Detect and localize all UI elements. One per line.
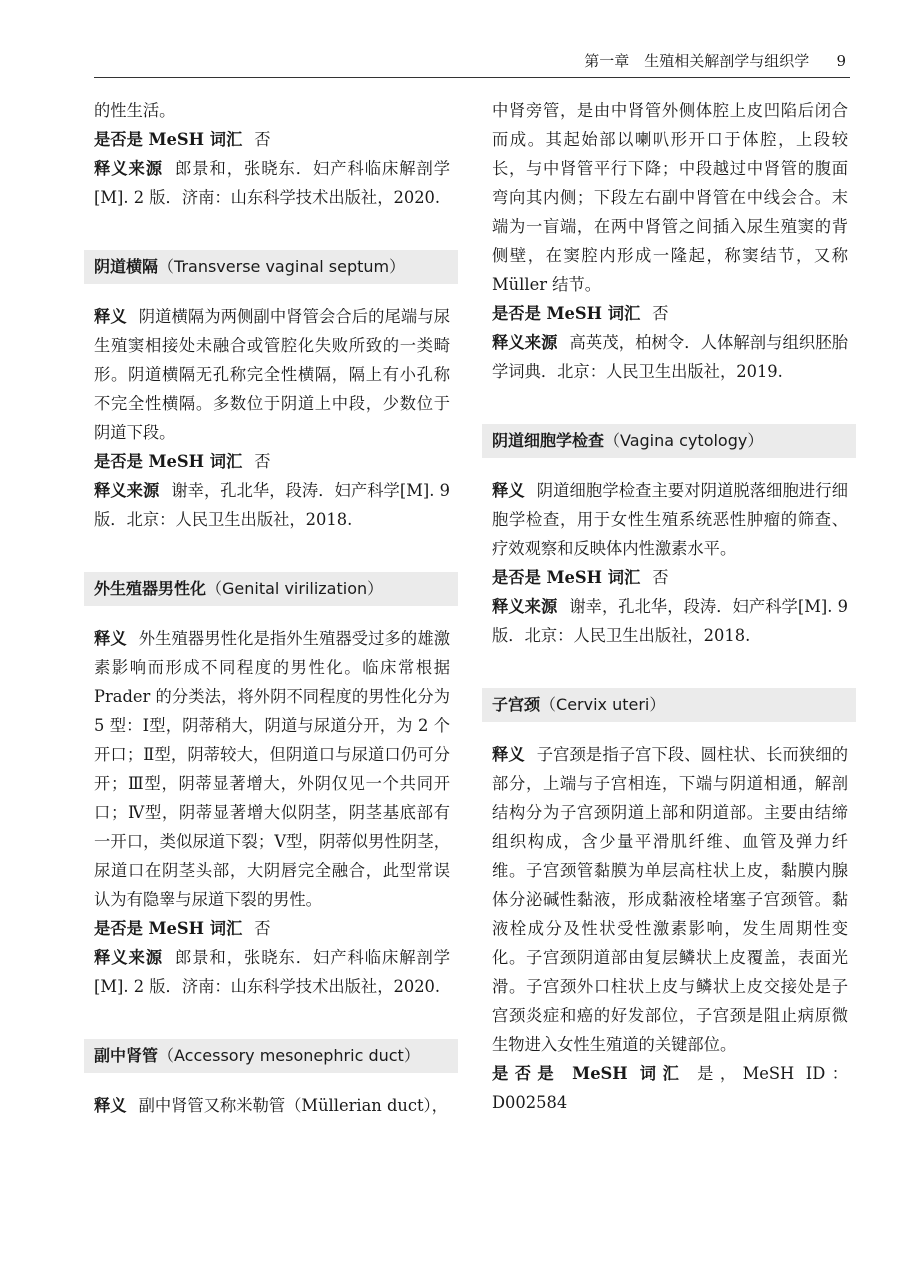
chapter-title: 第一章 生殖相关解剖学与组织学 — [584, 52, 810, 70]
mesh-line — [94, 447, 450, 476]
page-number: 9 — [836, 52, 846, 70]
mesh-line — [492, 299, 848, 328]
definition — [94, 624, 450, 914]
term-cn: 阴道细胞学检查 — [492, 431, 605, 450]
term-cn: 副中肾管 — [94, 1046, 159, 1065]
mesh-line — [94, 125, 450, 154]
definition — [94, 1091, 450, 1120]
mesh-value: 否 — [652, 304, 669, 323]
continuation-text: 中肾旁管，是由中肾管外侧体腔上皮凹陷后闭合而成。其起始部以喇叭形开口于体腔，上段较长，与中肾管平行下降；中段越过中肾管的腹面弯向其内侧；下段左右副中肾管在中线会合。末端为一盲端，在两中肾管之间插入尿生殖窦的背侧壁，在窦腔内形成一隆起，称窦结节，又称 Müller 结节。 — [492, 101, 848, 294]
mesh-value: 否 — [652, 568, 669, 587]
term-heading — [84, 1039, 458, 1073]
term-en: （Vagina cytology） — [604, 431, 764, 450]
source-label: 释义来源 — [94, 948, 163, 967]
source-label: 释义来源 — [94, 159, 163, 178]
source-line — [492, 592, 848, 650]
source-line — [94, 154, 450, 212]
mesh-label: 是否是 MeSH 词汇 — [492, 568, 641, 587]
source-value: 高英茂，柏树令．人体解剖与组织胚胎学词典．北京：人民卫生出版社，2019. — [492, 333, 848, 381]
term-heading — [482, 688, 856, 722]
continuation-text: 的性生活。 — [94, 101, 176, 120]
term-heading — [84, 572, 458, 606]
mesh-value: 否 — [254, 452, 271, 471]
running-header — [94, 50, 850, 78]
left-column — [94, 96, 450, 1120]
source-value: 郎景和，张晓东．妇产科临床解剖学[M]. 2 版．济南：山东科学技术出版社，2020. — [94, 159, 450, 207]
term-en: （Accessory mesonephric duct） — [158, 1046, 420, 1065]
source-value: 谢幸，孔北华，段涛．妇产科学[M]. 9 版．北京：人民卫生出版社，2018. — [492, 597, 848, 645]
source-line — [94, 476, 450, 534]
mesh-label: 是否是 MeSH 词汇 — [492, 304, 641, 323]
mesh-line — [492, 563, 848, 592]
term-en: （Transverse vaginal septum） — [158, 257, 406, 276]
definition-text: 阴道细胞学检查主要对阴道脱落细胞进行细胞学检查，用于女性生殖系统恶性肿瘤的筛查、疗效观察和反映体内性激素水平。 — [492, 481, 848, 558]
definition-label: 释义 — [94, 307, 127, 326]
definition-text: 阴道横隔为两侧副中肾管会合后的尾端与尿生殖窦相接处未融合或管腔化失败所致的一类畸形。阴道横隔无孔称完全性横隔，隔上有小孔称不完全性横隔。多数位于阴道上中段，少数位于阴道下段。 — [94, 307, 450, 442]
mesh-value: 是，MeSH ID：D002584 — [492, 1064, 848, 1112]
mesh-label: 是否是 MeSH 词汇 — [94, 919, 243, 938]
mesh-value: 否 — [254, 919, 271, 938]
source-label: 释义来源 — [492, 597, 558, 616]
definition-text: 子宫颈是指子宫下段、圆柱状、长而狭细的部分，上端与子宫相连，下端与阴道相通，解剖结构分为子宫颈阴道上部和阴道部。主要由结缔组织构成，含少量平滑肌纤维、血管及弹力纤维。子宫颈管黏膜为单层高柱状上皮，黏膜内腺体分泌碱性黏液，形成黏液栓堵塞子宫颈管。黏液栓成分及性状受性激素影响，发生周期性变化。子宫颈阴道部由复层鳞状上皮覆盖，表面光滑。子宫颈外口柱状上皮与鳞状上皮交接处是子宫颈炎症和癌的好发部位，子宫颈是阻止病原微生物进入女性生殖道的关键部位。 — [492, 745, 848, 1054]
definition-label: 释义 — [94, 1096, 127, 1115]
source-line — [492, 328, 848, 386]
source-label: 释义来源 — [94, 481, 160, 500]
source-value: 郎景和，张晓东．妇产科临床解剖学[M]. 2 版．济南：山东科学技术出版社，2020. — [94, 948, 450, 996]
mesh-label: 是否是 MeSH 词汇 — [94, 130, 243, 149]
mesh-label: 是否是 MeSH 词汇 — [94, 452, 243, 471]
term-cn: 子宫颈 — [492, 695, 541, 714]
definition — [94, 302, 450, 447]
definition-label: 释义 — [492, 481, 525, 500]
definition-label: 释义 — [94, 629, 127, 648]
term-cn: 阴道横隔 — [94, 257, 159, 276]
source-value: 谢幸，孔北华，段涛．妇产科学[M]. 9 版．北京：人民卫生出版社，2018. — [94, 481, 450, 529]
mesh-line — [94, 914, 450, 943]
term-en: （Genital virilization） — [206, 579, 384, 598]
definition — [492, 740, 848, 1059]
source-line — [94, 943, 450, 1001]
definition — [492, 476, 848, 563]
term-cn: 外生殖器男性化 — [94, 579, 207, 598]
term-heading — [84, 250, 458, 284]
source-label: 释义来源 — [492, 333, 558, 352]
definition-text: 副中肾管又称米勒管（Müllerian duct）， — [138, 1096, 448, 1115]
term-en: （Cervix uteri） — [540, 695, 666, 714]
mesh-line — [492, 1059, 848, 1117]
right-column — [492, 96, 848, 1117]
term-heading — [482, 424, 856, 458]
definition-label: 释义 — [492, 745, 525, 764]
mesh-value: 否 — [254, 130, 271, 149]
mesh-label: 是否是 MeSH 词汇 — [492, 1064, 686, 1083]
definition-text: 外生殖器男性化是指外生殖器受过多的雄激素影响而形成不同程度的男性化。临床常根据 Prader 的分类法，将外阴不同程度的男性化分为 5 型：Ⅰ型，阴蒂稍大，阴道与尿道分开，为 2 个开口；Ⅱ型，阴蒂较大，但阴道口与尿道口仍可分开；Ⅲ型，阴蒂显著增大，外阴仅见一个共同开口；Ⅳ型，阴蒂显著增大似阴茎，阴茎基底部有一开口，类似尿道下裂；Ⅴ型，阴蒂似男性阴茎，尿道口在阴茎头部，大阴唇完全融合，此型常误认为有隐睾与尿道下裂的男性。 — [94, 629, 450, 909]
